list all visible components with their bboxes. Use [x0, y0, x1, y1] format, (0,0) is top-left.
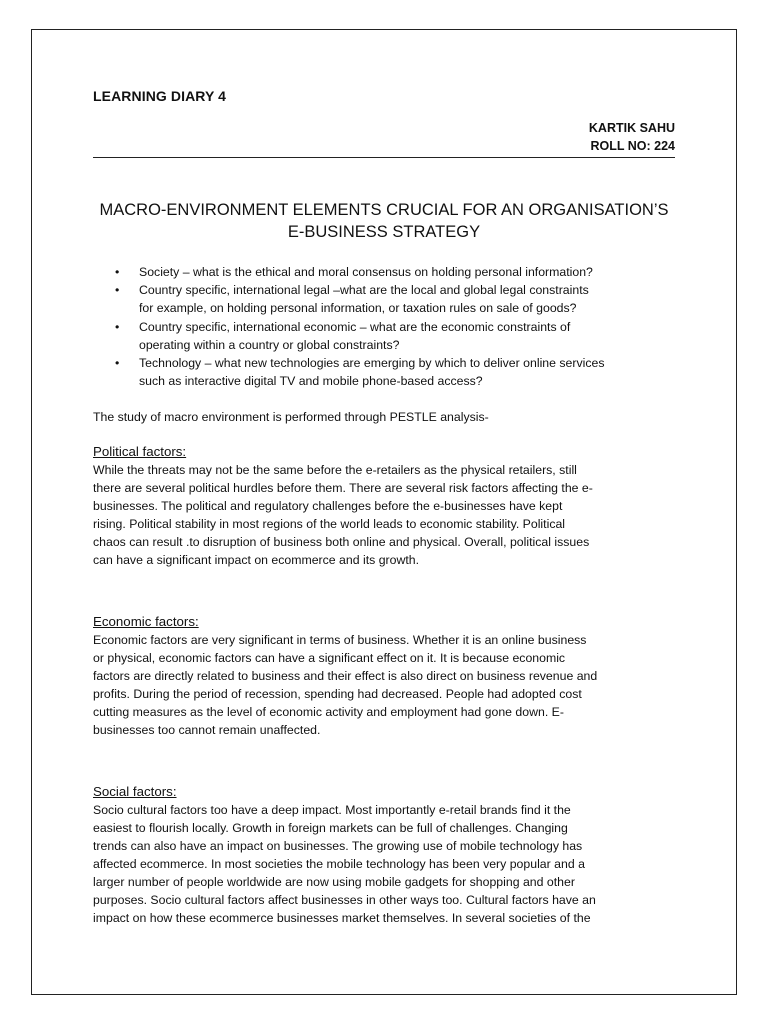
- macro-elements-list: [93, 263, 675, 390]
- list-item-line: Country specific, international legal –what are the local and global legal constraints: [139, 283, 589, 298]
- social-factors-section: [93, 783, 683, 927]
- paragraph-line: Socio cultural factors too have a deep impact. Most importantly e-retail brands find it the: [93, 803, 571, 817]
- paragraph-line: chaos can result .to disruption of business both online and physical. Overall, political issues: [93, 535, 590, 549]
- political-factors-section: [93, 443, 683, 569]
- paragraph-line: affected ecommerce. In most societies the mobile technology has been very popular and a: [93, 857, 585, 871]
- paragraph-line: there are several political hurdles before them. There are several risk factors affecting the e-: [93, 481, 593, 495]
- intro-paragraph: The study of macro environment is performed through PESTLE analysis-: [93, 410, 489, 424]
- page-title-line-2: E-BUSINESS STRATEGY: [287, 223, 481, 241]
- paragraph-line: businesses too cannot remain unaffected.: [93, 723, 321, 737]
- list-item: [93, 281, 675, 317]
- list-item: [93, 354, 675, 390]
- author-name: KARTIK SAHU: [588, 121, 675, 135]
- section-paragraph: [93, 461, 683, 569]
- section-paragraph: [93, 631, 683, 739]
- paragraph-line: profits. During the period of recession, spending had decreased. People had adopted cost: [93, 687, 582, 701]
- paragraph-line: easiest to flourish locally. Growth in foreign markets can be full of challenges. Changing: [93, 821, 568, 835]
- paragraph-line: impact on how these ecommerce businesses market themselves. In several societies of the: [93, 911, 591, 925]
- paragraph-line: rising. Political stability in most regions of the world leads to economic stability. Political: [93, 517, 566, 531]
- paragraph-line: can have a significant impact on ecommerce and its growth.: [93, 553, 420, 567]
- list-item-line: Country specific, international economic – what are the economic constraints of: [139, 319, 571, 334]
- paragraph-line: or physical, economic factors can have a significant effect on it. It is because economic: [93, 651, 566, 665]
- bullet-icon: •: [115, 356, 120, 371]
- section-paragraph: [93, 801, 683, 927]
- bullet-icon: •: [115, 283, 120, 298]
- bullet-icon: •: [115, 319, 120, 334]
- header-divider: [93, 157, 675, 158]
- paragraph-line: businesses. The political and regulatory challenges before the e-businesses have kept: [93, 499, 563, 513]
- paragraph-line: cutting measures as the level of economic activity and employment had gone down. E-: [93, 705, 564, 719]
- diary-title: LEARNING DIARY 4: [93, 88, 227, 104]
- list-item-line: such as interactive digital TV and mobile phone-based access?: [139, 374, 483, 389]
- bullet-icon: •: [115, 265, 120, 279]
- economic-factors-section: [93, 613, 683, 739]
- paragraph-line: factors are directly related to business and their effect is also direct on business revenue and: [93, 669, 598, 683]
- paragraph-line: trends can also have an impact on businesses. The growing use of mobile technology has: [93, 839, 583, 853]
- list-item-line: Society – what is the ethical and moral consensus on holding personal information?: [139, 265, 593, 279]
- author-block: [589, 119, 675, 155]
- list-item: [93, 263, 675, 281]
- section-heading: Social factors:: [93, 784, 177, 799]
- roll-number: ROLL NO: 224: [590, 139, 675, 153]
- section-heading: Political factors:: [93, 444, 187, 459]
- list-item-line: Technology – what new technologies are emerging by which to deliver online services: [139, 356, 605, 371]
- paragraph-line: larger number of people worldwide are now using mobile gadgets for shopping and other: [93, 875, 575, 889]
- page-title-line-1: MACRO-ENVIRONMENT ELEMENTS CRUCIAL FOR AN ORGANISATION’S: [99, 201, 669, 219]
- paragraph-line: While the threats may not be the same before the e-retailers as the physical retailers, still: [93, 463, 577, 477]
- paragraph-line: Economic factors are very significant in terms of business. Whether it is an online business: [93, 633, 587, 647]
- list-item-line: for example, on holding personal information, or taxation rules on sale of goods?: [139, 301, 577, 316]
- page-title: [93, 199, 675, 243]
- list-item-line: operating within a country or global constraints?: [139, 337, 400, 352]
- section-heading: Economic factors:: [93, 614, 199, 629]
- paragraph-line: purposes. Socio cultural factors affect businesses in other ways too. Cultural factors have an: [93, 893, 596, 907]
- list-item: [93, 318, 675, 354]
